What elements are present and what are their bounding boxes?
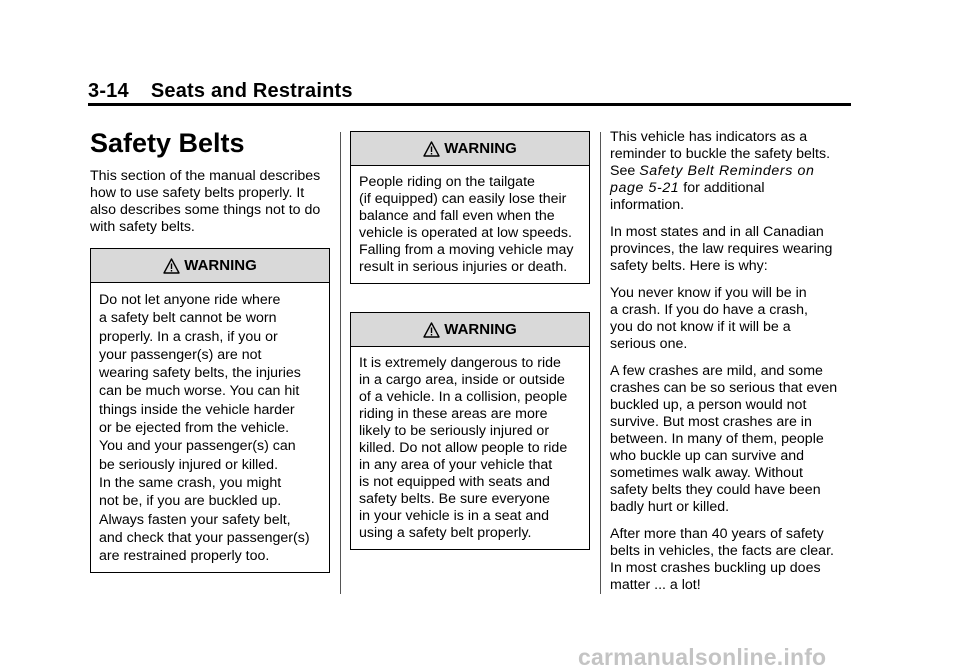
warning-line: vehicle is operated at low speeds. <box>359 225 572 241</box>
text-line: belts in vehicles, the facts are clear. <box>610 543 834 559</box>
page-title: Safety Belts <box>90 128 245 158</box>
warning-label: WARNING <box>444 140 517 157</box>
paragraph-indicators <box>610 129 860 214</box>
warning-line: a safety belt cannot be worn <box>99 310 277 327</box>
warning-line: Do not let anyone ride where <box>99 292 281 308</box>
text-line: safety belts they could have been <box>610 482 821 498</box>
warning-line: of a vehicle. In a collision, people <box>359 389 568 405</box>
page-header <box>88 80 353 103</box>
column-3 <box>610 129 860 604</box>
warning-line: or be ejected from the vehicle. <box>99 420 290 437</box>
warning-triangle-icon <box>423 141 440 157</box>
warning-line: be seriously injured or killed. <box>99 456 279 473</box>
text-line: you do not know if it will be a <box>610 319 791 335</box>
text-fragment: See <box>610 163 640 179</box>
paragraph-facts <box>610 526 860 594</box>
warning-line: Always fasten your safety belt, <box>99 511 291 528</box>
warning-line: killed. Do not allow people to ride <box>359 440 568 456</box>
column-divider-2 <box>600 132 601 594</box>
text-line: crashes can be so serious that even <box>610 380 838 396</box>
warning-label: WARNING <box>444 321 517 338</box>
text-line: A few crashes are mild, and some <box>610 363 823 379</box>
warning-header <box>351 132 589 166</box>
warning-line: (if equipped) can easily lose their <box>359 191 567 207</box>
warning-line: People riding on the tailgate <box>359 174 535 190</box>
warning-header <box>351 313 589 347</box>
text-line: who buckle up can survive and <box>610 448 805 464</box>
paragraph-law <box>610 224 860 275</box>
warning-box <box>350 312 590 550</box>
column-1 <box>90 128 330 601</box>
text-line: safety belts. Here is why: <box>610 258 768 274</box>
warning-line: in a cargo area, inside or outside <box>359 372 565 388</box>
text-line: After more than 40 years of safety <box>610 526 824 542</box>
text-line: matter ... a lot! <box>610 577 701 593</box>
warning-line: properly. In a crash, if you or <box>99 328 278 345</box>
text-line: In most crashes buckling up does <box>610 560 821 576</box>
column-divider-1 <box>340 132 341 594</box>
text-line: serious one. <box>610 336 688 352</box>
warning-line: things inside the vehicle harder <box>99 401 295 418</box>
text-line: In most states and in all Canadian <box>610 224 824 240</box>
cross-reference-line: Safety Belt Reminders on <box>639 163 815 179</box>
header-rule <box>88 103 851 106</box>
text-line: survive. But most crashes are in <box>610 414 812 430</box>
warning-line: In the same crash, you might <box>99 474 282 491</box>
watermark: carmanualsonline.info <box>578 644 827 670</box>
warning-line: wearing safety belts, the injuries <box>99 365 301 382</box>
section-title: Seats and Restraints <box>150 80 353 102</box>
warning-header <box>91 249 329 283</box>
text-line: a crash. If you do have a crash, <box>610 302 808 318</box>
text-line: badly hurt or killed. <box>610 499 730 515</box>
warning-line: You and your passenger(s) can <box>99 438 296 455</box>
warning-line: is not equipped with seats and <box>359 474 550 490</box>
warning-text <box>351 347 589 549</box>
text-line: provinces, the law requires wearing <box>610 241 833 257</box>
text-line: between. In many of them, people <box>610 431 824 447</box>
column-2 <box>350 131 590 578</box>
warning-box <box>90 248 330 573</box>
warning-line: safety belts. Be sure everyone <box>359 491 550 507</box>
warning-line: not be, if you are buckled up. <box>99 493 282 510</box>
warning-line: Falling from a moving vehicle may <box>359 242 574 258</box>
warning-triangle-icon <box>163 258 180 274</box>
warning-line: your passenger(s) are not <box>99 346 262 363</box>
text-line: information. <box>610 197 685 213</box>
warning-line: and check that your passenger(s) <box>99 529 310 546</box>
warning-text <box>91 283 329 572</box>
text-fragment: for additional <box>679 180 765 196</box>
warning-line: in any area of your vehicle that <box>359 457 553 473</box>
paragraph-mild-crashes <box>610 363 860 516</box>
warning-box <box>350 131 590 284</box>
warning-line: likely to be seriously injured or <box>359 423 550 439</box>
warning-triangle-icon <box>423 322 440 338</box>
warning-line: It is extremely dangerous to ride <box>359 355 561 371</box>
cross-reference-page: page 5-21 <box>610 180 680 196</box>
text-line: This vehicle has indicators as a <box>610 129 808 145</box>
warning-line: are restrained properly too. <box>99 548 270 565</box>
warning-line: balance and fall even when the <box>359 208 555 224</box>
warning-line: in your vehicle is in a seat and <box>359 508 550 524</box>
warning-line: result in serious injuries or death. <box>359 259 568 275</box>
warning-line: can be much worse. You can hit <box>99 383 300 400</box>
text-line: sometimes walk away. Without <box>610 465 803 481</box>
warning-line: riding in these areas are more <box>359 406 548 422</box>
text-line: You never know if you will be in <box>610 285 807 301</box>
warning-label: WARNING <box>184 257 257 274</box>
page-number: 3-14 <box>88 80 129 102</box>
warning-text <box>351 166 589 283</box>
text-line: reminder to buckle the safety belts. <box>610 146 831 162</box>
paragraph-crash <box>610 285 860 353</box>
intro-paragraph: This section of the manual describes how to use safety belts properly. It also describes some things not to do with safety belts. <box>90 168 321 235</box>
warning-line: using a safety belt properly. <box>359 525 532 541</box>
text-line: buckled up, a person would not <box>610 397 807 413</box>
